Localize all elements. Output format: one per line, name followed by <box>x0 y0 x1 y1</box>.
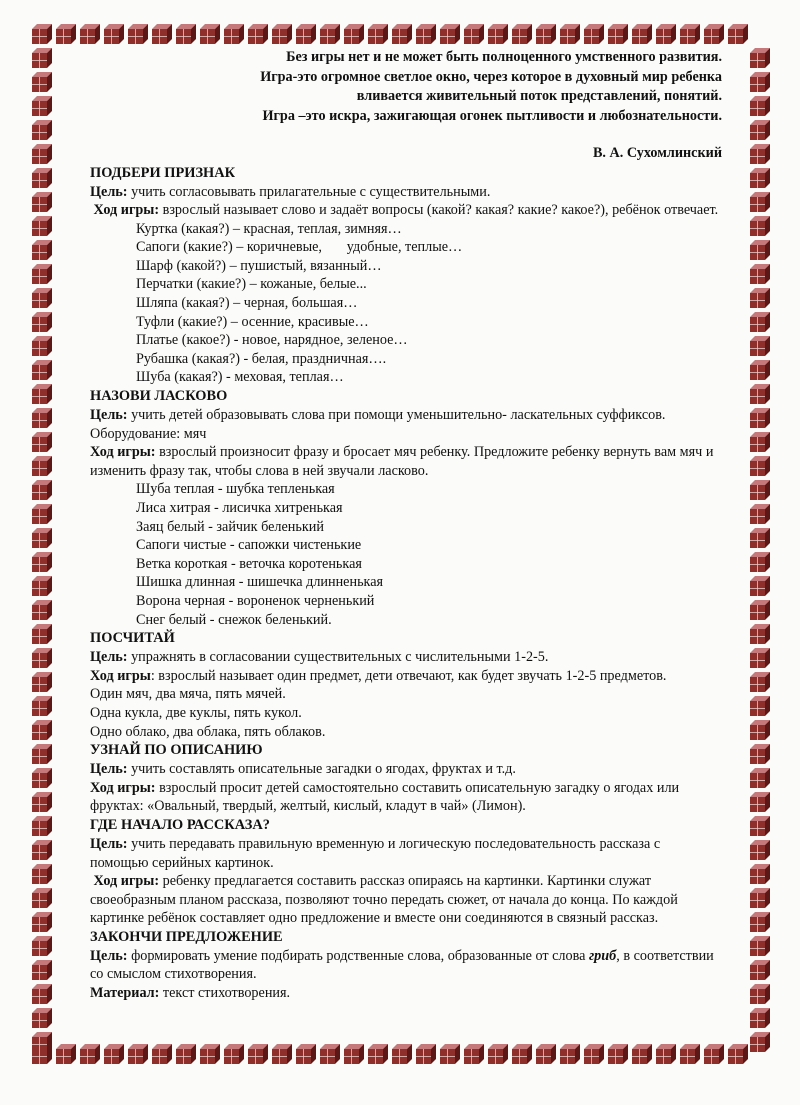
epigraph <box>90 48 722 164</box>
border-box-icon <box>464 1044 484 1064</box>
border-box-icon <box>32 600 52 620</box>
border-box-icon <box>80 24 100 44</box>
border-box-icon <box>320 1044 340 1064</box>
border-box-icon <box>128 24 148 44</box>
border-box-icon <box>750 840 770 860</box>
border-box-icon <box>750 192 770 212</box>
border-box-icon <box>344 1044 364 1064</box>
goal-text: учить согласовывать прилагательные с существительными. <box>127 183 491 200</box>
border-box-icon <box>750 912 770 932</box>
border-box-icon <box>176 24 196 44</box>
border-box-icon <box>656 24 676 44</box>
border-box-icon <box>750 384 770 404</box>
border-box-icon <box>296 24 316 44</box>
game-goal <box>90 835 722 872</box>
example-item: Перчатки (какие?) – кожаные, белые... <box>136 276 367 293</box>
epigraph-line: Игра –это искра, зажигающая огонек пытливости и любознательности. <box>262 107 722 124</box>
course-label: Ход игры: <box>93 873 160 890</box>
game-course <box>90 667 722 686</box>
border-box-icon <box>32 456 52 476</box>
border-box-icon <box>680 24 700 44</box>
border-box-icon <box>32 936 52 956</box>
border-box-icon <box>584 24 604 44</box>
example-item: Шуба теплая - шубка тепленькая <box>136 481 335 498</box>
game-section <box>90 629 722 741</box>
example-item: Шуба (какая?) - меховая, теплая… <box>136 369 344 386</box>
border-box-icon <box>32 288 52 308</box>
epigraph-line: Игра-это огромное светлое окно, через которое в духовный мир ребенка <box>260 68 722 85</box>
border-box-icon <box>296 1044 316 1064</box>
border-box-icon <box>560 1044 580 1064</box>
goal-label: Цель: <box>90 835 128 852</box>
example-item: Ворона черная - вороненок черненький <box>136 592 375 609</box>
game-title: ГДЕ НАЧАЛО РАССКАЗА? <box>90 816 270 833</box>
example-item: Один мяч, два мяча, пять мячей. <box>90 686 286 703</box>
border-box-icon <box>728 24 748 44</box>
border-box-icon <box>750 888 770 908</box>
border-box-icon <box>56 1044 76 1064</box>
border-box-icon <box>32 144 52 164</box>
border-box-icon <box>32 216 52 236</box>
example-list <box>90 220 722 387</box>
border-box-icon <box>32 480 52 500</box>
game-goal <box>90 183 722 202</box>
border-box-icon <box>32 1032 52 1052</box>
border-box-icon <box>416 1044 436 1064</box>
goal-label: Цель: <box>90 407 128 424</box>
border-box-icon <box>750 48 770 68</box>
example-item: Одно облако, два облака, пять облаков. <box>90 723 326 740</box>
example-item: Платье (какое?) - новое, нарядное, зеленое… <box>136 332 408 349</box>
game-section <box>90 816 722 928</box>
border-box-icon <box>32 720 52 740</box>
game-section <box>90 387 722 629</box>
border-box-icon <box>464 24 484 44</box>
border-box-icon <box>488 24 508 44</box>
border-box-icon <box>750 216 770 236</box>
goal-label: Цель: <box>90 649 128 666</box>
goal-label: Цель: <box>90 761 128 778</box>
border-box-icon <box>750 1032 770 1052</box>
game-goal <box>90 760 722 779</box>
border-box-icon <box>750 456 770 476</box>
example-item: Шарф (какой?) – пушистый, вязанный… <box>136 257 382 274</box>
border-box-icon <box>750 312 770 332</box>
border-box-icon <box>750 360 770 380</box>
border-box-icon <box>750 504 770 524</box>
example-item: Снег белый - снежок беленький. <box>136 611 332 628</box>
game-material <box>90 984 722 1003</box>
border-box-icon <box>750 648 770 668</box>
border-box-icon <box>32 360 52 380</box>
game-title: НАЗОВИ ЛАСКОВО <box>90 388 228 405</box>
course-label: Ход игры: <box>93 202 160 219</box>
border-box-icon <box>750 696 770 716</box>
border-box-icon <box>368 24 388 44</box>
border-box-icon <box>512 24 532 44</box>
example-item: Туфли (какие?) – осенние, красивые… <box>136 313 369 330</box>
course-text: ребенку предлагается составить рассказ опираясь на картинки. Картинки служат своеобразным планом рассказа, позволяют точно передать сюжет, от начала до конца. По каждой картинке ребёнок составляет одно предложение и вместе они соединяются в связный рассказ. <box>90 873 678 927</box>
border-box-icon <box>536 24 556 44</box>
border-box-icon <box>32 528 52 548</box>
goal-text: , в соответствии со смыслом стихотворения. <box>90 947 714 983</box>
page-content <box>90 48 722 1042</box>
border-box-icon <box>272 1044 292 1064</box>
border-box-icon <box>32 888 52 908</box>
border-box-icon <box>368 1044 388 1064</box>
border-box-icon <box>32 768 52 788</box>
border-box-icon <box>704 24 724 44</box>
border-box-icon <box>750 936 770 956</box>
border-box-icon <box>32 816 52 836</box>
border-box-icon <box>750 72 770 92</box>
border-box-icon <box>750 168 770 188</box>
game-section <box>90 928 722 1003</box>
game-course <box>90 779 722 816</box>
border-box-icon <box>632 24 652 44</box>
border-box-icon <box>32 840 52 860</box>
border-box-icon <box>750 144 770 164</box>
border-box-icon <box>750 744 770 764</box>
border-box-icon <box>32 432 52 452</box>
border-box-icon <box>750 1008 770 1028</box>
border-box-icon <box>32 1008 52 1028</box>
course-label: Ход игры: <box>90 779 156 796</box>
example-item: Сапоги (какие?) – коричневые, удобные, теплые… <box>136 239 463 256</box>
border-box-icon <box>200 1044 220 1064</box>
border-box-icon <box>32 672 52 692</box>
game-course <box>90 201 722 220</box>
epigraph-line: вливается живительный поток представлений, понятий. <box>356 88 722 104</box>
border-box-icon <box>750 336 770 356</box>
example-item: Рубашка (какая?) - белая, праздничная…. <box>136 350 387 367</box>
course-text: взрослый называет слово и задаёт вопросы (какой? какая? какие? какое?), ребёнок отвечает. <box>159 202 719 219</box>
border-box-icon <box>224 24 244 44</box>
border-box-icon <box>488 1044 508 1064</box>
course-label: Ход игры: <box>90 444 156 461</box>
game-title: ПОДБЕРИ ПРИЗНАК <box>90 164 236 181</box>
game-goal <box>90 648 722 667</box>
border-box-icon <box>750 768 770 788</box>
border-box-icon <box>750 816 770 836</box>
border-box-icon <box>728 1044 748 1064</box>
example-item: Ветка короткая - веточка коротенькая <box>136 555 362 572</box>
border-box-icon <box>32 336 52 356</box>
course-label: Ход игры <box>90 667 151 684</box>
border-box-icon <box>608 1044 628 1064</box>
game-course <box>90 872 722 928</box>
border-box-icon <box>152 1044 172 1064</box>
border-box-icon <box>750 120 770 140</box>
border-box-icon <box>32 48 52 68</box>
example-item: Сапоги чистые - сапожки чистенькие <box>136 537 362 554</box>
border-box-icon <box>750 264 770 284</box>
game-goal <box>90 406 722 425</box>
border-box-icon <box>32 864 52 884</box>
border-box-icon <box>248 1044 268 1064</box>
border-box-icon <box>32 624 52 644</box>
border-box-icon <box>750 864 770 884</box>
border-box-icon <box>750 984 770 1004</box>
border-box-icon <box>750 408 770 428</box>
border-box-icon <box>32 192 52 212</box>
game-goal <box>90 947 722 984</box>
border-box-icon <box>32 24 52 44</box>
border-box-icon <box>32 408 52 428</box>
border-box-icon <box>750 240 770 260</box>
goal-text: упражнять в согласовании существительных с числительными 1-2-5. <box>127 649 549 666</box>
border-box-icon <box>440 24 460 44</box>
border-box-icon <box>656 1044 676 1064</box>
border-box-icon <box>320 24 340 44</box>
border-box-icon <box>392 1044 412 1064</box>
border-box-icon <box>750 792 770 812</box>
border-box-icon <box>750 624 770 644</box>
border-box-icon <box>750 552 770 572</box>
border-box-icon <box>152 24 172 44</box>
game-course <box>90 443 722 480</box>
border-box-icon <box>32 792 52 812</box>
material-label: Материал: <box>90 985 160 1002</box>
border-box-icon <box>32 648 52 668</box>
border-box-icon <box>32 744 52 764</box>
game-section <box>90 741 722 816</box>
border-box-icon <box>536 1044 556 1064</box>
course-text: взрослый произносит фразу и бросает мяч ребенку. Предложите ребенку вернуть вам мяч и изменить фразу так, чтобы слова в ней звучали ласково. <box>90 444 714 479</box>
border-box-icon <box>344 24 364 44</box>
course-text: взрослый просит детей самостоятельно составить описательную загадку о ягодах или фруктах: «Овальный, твердый, желтый, кислый, кладут в чай» (Лимон). <box>90 779 680 815</box>
example-item: Заяц белый - зайчик беленький <box>136 518 324 535</box>
game-equipment: Оборудование: мяч <box>90 425 207 442</box>
border-box-icon <box>32 384 52 404</box>
border-box-icon <box>32 552 52 572</box>
border-box-icon <box>680 1044 700 1064</box>
epigraph-author: В. А. Сухомлинский <box>592 145 722 161</box>
border-box-icon <box>32 576 52 596</box>
border-box-icon <box>750 576 770 596</box>
border-box-icon <box>750 96 770 116</box>
border-box-icon <box>704 1044 724 1064</box>
example-item: Шляпа (какая?) – черная, большая… <box>136 295 358 312</box>
border-box-icon <box>104 1044 124 1064</box>
goal-emphasis: гриб <box>588 947 617 964</box>
border-box-icon <box>750 600 770 620</box>
border-box-icon <box>750 672 770 692</box>
border-box-icon <box>32 168 52 188</box>
border-box-icon <box>176 1044 196 1064</box>
game-title: УЗНАЙ ПО ОПИСАНИЮ <box>90 742 263 759</box>
border-box-icon <box>32 264 52 284</box>
border-box-icon <box>608 24 628 44</box>
border-box-icon <box>272 24 292 44</box>
game-title: ЗАКОНЧИ ПРЕДЛОЖЕНИЕ <box>90 928 283 945</box>
border-box-icon <box>750 528 770 548</box>
border-box-icon <box>32 240 52 260</box>
border-box-icon <box>32 120 52 140</box>
border-box-icon <box>750 480 770 500</box>
border-box-icon <box>750 960 770 980</box>
goal-text: учить передавать правильную временную и логическую последовательность рассказа с помощью серийных картинок. <box>90 835 661 871</box>
border-box-icon <box>32 912 52 932</box>
border-box-icon <box>80 1044 100 1064</box>
example-item: Куртка (какая?) – красная, теплая, зимняя… <box>136 220 402 237</box>
goal-text: формировать умение подбирать родственные слова, образованные от слова <box>127 947 589 964</box>
goal-text: учить детей образовывать слова при помощи уменьшительно- ласкательных суффиксов. <box>127 407 666 424</box>
example-item: Шишка длинная - шишечка длинненькая <box>136 574 384 591</box>
game-section <box>90 164 722 388</box>
example-item: Одна кукла, две куклы, пять кукол. <box>90 704 302 721</box>
material-text: текст стихотворения. <box>159 985 291 1002</box>
border-box-icon <box>584 1044 604 1064</box>
border-box-icon <box>248 24 268 44</box>
border-box-icon <box>32 696 52 716</box>
epigraph-line: Без игры нет и не может быть полноценного умственного развития. <box>286 49 722 65</box>
border-box-icon <box>392 24 412 44</box>
border-box-icon <box>440 1044 460 1064</box>
goal-label: Цель: <box>90 183 128 200</box>
border-box-icon <box>56 24 76 44</box>
border-box-icon <box>416 24 436 44</box>
border-box-icon <box>512 1044 532 1064</box>
example-list <box>90 480 722 629</box>
border-box-icon <box>750 432 770 452</box>
border-box-icon <box>32 984 52 1004</box>
example-item: Лиса хитрая - лисичка хитренькая <box>136 500 343 516</box>
border-box-icon <box>32 96 52 116</box>
border-box-icon <box>750 288 770 308</box>
border-box-icon <box>750 720 770 740</box>
border-box-icon <box>32 504 52 524</box>
course-text: : взрослый называет один предмет, дети отвечают, как будет звучать 1-2-5 предметов. <box>150 667 667 684</box>
game-title: ПОСЧИТАЙ <box>90 630 175 647</box>
border-box-icon <box>104 24 124 44</box>
border-box-icon <box>128 1044 148 1064</box>
border-box-icon <box>32 312 52 332</box>
goal-label: Цель: <box>90 947 128 964</box>
border-box-icon <box>32 960 52 980</box>
border-box-icon <box>560 24 580 44</box>
border-box-icon <box>200 24 220 44</box>
border-box-icon <box>632 1044 652 1064</box>
border-box-icon <box>32 72 52 92</box>
goal-text: учить составлять описательные загадки о ягодах, фруктах и т.д. <box>127 761 516 778</box>
border-box-icon <box>224 1044 244 1064</box>
